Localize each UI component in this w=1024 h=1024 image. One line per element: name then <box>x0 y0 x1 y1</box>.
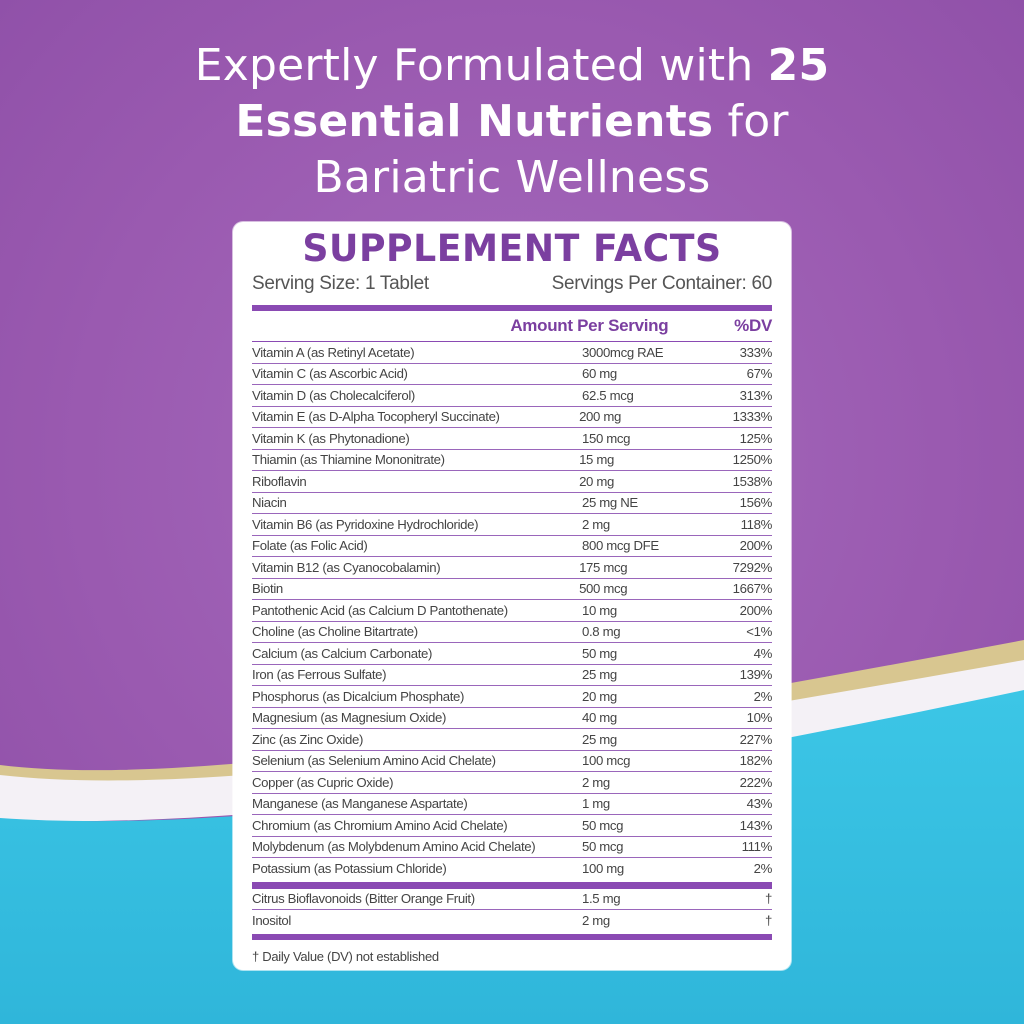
footnote: † Daily Value (DV) not established <box>252 948 439 964</box>
nutrient-amount: 25 mg NE <box>582 495 638 511</box>
nutrient-name: Zinc (as Zinc Oxide) <box>252 731 363 747</box>
nutrient-amount: 2 mg <box>582 913 610 929</box>
table-row <box>252 579 772 601</box>
nutrient-dv: <1% <box>746 624 772 640</box>
nutrient-name: Inositol <box>252 913 291 929</box>
nutrient-name: Magnesium (as Magnesium Oxide) <box>252 710 446 726</box>
nutrient-amount: 10 mg <box>582 602 617 618</box>
nutrient-dv: 227% <box>739 731 772 747</box>
table-row <box>252 665 772 687</box>
nutrient-amount: 60 mg <box>582 366 617 382</box>
nutrient-dv: 2% <box>753 861 772 877</box>
nutrient-amount: 25 mg <box>582 731 617 747</box>
headline-line1: Expertly Formulated with <box>194 40 768 91</box>
headline-line3: Bariatric Wellness <box>313 152 711 203</box>
other-ingredients-table <box>252 889 772 932</box>
nutrient-amount: 50 mcg <box>582 817 624 833</box>
nutrient-name: Vitamin D (as Cholecalciferol) <box>252 387 415 403</box>
nutrient-amount: 100 mg <box>582 861 624 877</box>
nutrient-dv: 10% <box>746 710 772 726</box>
nutrient-dv: 67% <box>746 366 772 382</box>
nutrient-name: Vitamin K (as Phytonadione) <box>252 430 410 446</box>
table-row <box>252 557 772 579</box>
nutrient-amount: 62.5 mcg <box>582 387 634 403</box>
nutrient-name: Citrus Bioflavonoids (Bitter Orange Fruit) <box>252 891 475 907</box>
nutrient-name: Thiamin (as Thiamine Mononitrate) <box>252 452 445 468</box>
nutrient-name: Calcium (as Calcium Carbonate) <box>252 645 433 661</box>
table-row <box>252 815 772 837</box>
table-row <box>252 751 772 773</box>
nutrient-name: Choline (as Choline Bitartrate) <box>252 624 418 640</box>
nutrient-dv: † <box>765 913 772 929</box>
nutrient-amount: 3000mcg RAE <box>582 344 664 360</box>
nutrient-amount: 20 mg <box>579 473 614 489</box>
nutrient-dv: 111% <box>741 839 772 855</box>
nutrient-name: Iron (as Ferrous Sulfate) <box>252 667 387 683</box>
headline-line2: for <box>713 96 789 147</box>
nutrient-dv: 125% <box>739 430 772 446</box>
table-row <box>252 643 772 665</box>
nutrient-name: Niacin <box>252 495 287 511</box>
table-row <box>252 600 772 622</box>
table-row <box>252 708 772 730</box>
serving-info <box>252 272 772 296</box>
nutrient-dv: 313% <box>739 387 772 403</box>
nutrient-name: Manganese (as Manganese Aspartate) <box>252 796 468 812</box>
nutrient-amount: 50 mg <box>582 645 617 661</box>
nutrient-amount: 40 mg <box>582 710 617 726</box>
nutrient-dv: 139% <box>739 667 772 683</box>
nutrient-name: Potassium (as Potassium Chloride) <box>252 861 447 877</box>
table-row <box>252 514 772 536</box>
nutrient-dv: 1250% <box>732 452 772 468</box>
table-row <box>252 450 772 472</box>
table-row <box>252 910 772 932</box>
nutrient-dv: 1333% <box>732 409 772 425</box>
nutrient-name: Pantothenic Acid (as Calcium D Pantothenate) <box>252 602 508 618</box>
nutrient-name: Selenium (as Selenium Amino Acid Chelate) <box>252 753 496 769</box>
nutrient-name: Phosphorus (as Dicalcium Phosphate) <box>252 688 465 704</box>
table-row <box>252 428 772 450</box>
nutrient-dv: 2% <box>753 688 772 704</box>
nutrient-name: Vitamin E (as D-Alpha Tocopheryl Succinate) <box>252 409 500 425</box>
bottom-rule <box>252 934 772 940</box>
nutrient-dv: 200% <box>739 602 772 618</box>
table-row <box>252 536 772 558</box>
nutrient-amount: 2 mg <box>582 516 610 532</box>
table-row <box>252 889 772 911</box>
nutrient-table <box>252 341 772 880</box>
nutrient-amount: 500 mcg <box>579 581 628 597</box>
nutrient-amount: 50 mcg <box>582 839 624 855</box>
table-row <box>252 729 772 751</box>
table-row <box>252 772 772 794</box>
table-row <box>252 364 772 386</box>
nutrient-name: Vitamin B12 (as Cyanocobalamin) <box>252 559 441 575</box>
dv-header: %DV <box>734 316 772 335</box>
table-row <box>252 622 772 644</box>
table-row <box>252 837 772 859</box>
nutrient-name: Riboflavin <box>252 473 307 489</box>
nutrient-dv: † <box>765 891 772 907</box>
headline <box>0 38 1024 206</box>
nutrient-dv: 118% <box>740 516 772 532</box>
nutrient-dv: 4% <box>753 645 772 661</box>
table-row <box>252 407 772 429</box>
nutrient-amount: 20 mg <box>582 688 617 704</box>
table-row <box>252 686 772 708</box>
table-row <box>252 493 772 515</box>
nutrient-dv: 200% <box>739 538 772 554</box>
headline-number: 25 <box>767 40 830 91</box>
nutrient-amount: 25 mg <box>582 667 617 683</box>
nutrient-amount: 0.8 mg <box>582 624 621 640</box>
serving-size: Serving Size: 1 Tablet <box>252 273 429 294</box>
nutrient-dv: 333% <box>739 344 772 360</box>
column-header <box>252 311 772 341</box>
nutrient-amount: 100 mcg <box>582 753 631 769</box>
nutrient-dv: 43% <box>746 796 772 812</box>
nutrient-amount: 15 mg <box>579 452 614 468</box>
headline-emphasis: Essential Nutrients <box>235 96 714 147</box>
servings-per-container: Servings Per Container: 60 <box>551 273 772 294</box>
nutrient-amount: 1.5 mg <box>582 891 621 907</box>
nutrient-amount: 175 mcg <box>579 559 628 575</box>
nutrient-name: Molybdenum (as Molybdenum Amino Acid Chelate) <box>252 839 536 855</box>
table-row <box>252 471 772 493</box>
nutrient-dv: 7292% <box>732 559 772 575</box>
table-row <box>252 794 772 816</box>
supplement-facts-panel <box>233 222 791 970</box>
nutrient-name: Folate (as Folic Acid) <box>252 538 368 554</box>
nutrient-dv: 1538% <box>732 473 772 489</box>
nutrient-amount: 200 mg <box>579 409 621 425</box>
nutrient-amount: 150 mcg <box>582 430 631 446</box>
nutrient-amount: 800 mcg DFE <box>582 538 659 554</box>
table-row <box>252 858 772 880</box>
nutrient-dv: 222% <box>739 774 772 790</box>
nutrient-amount: 1 mg <box>582 796 610 812</box>
amount-header: Amount Per Serving <box>510 316 669 335</box>
nutrient-dv: 182% <box>739 753 772 769</box>
nutrient-name: Copper (as Cupric Oxide) <box>252 774 394 790</box>
table-row <box>252 342 772 364</box>
nutrient-dv: 143% <box>739 817 772 833</box>
table-row <box>252 385 772 407</box>
nutrient-amount: 2 mg <box>582 774 610 790</box>
facts-title: SUPPLEMENT FACTS <box>302 227 722 270</box>
nutrient-name: Vitamin C (as Ascorbic Acid) <box>252 366 408 382</box>
nutrient-name: Vitamin B6 (as Pyridoxine Hydrochloride) <box>252 516 479 532</box>
section-rule <box>252 882 772 889</box>
nutrient-dv: 1667% <box>732 581 772 597</box>
nutrient-dv: 156% <box>739 495 772 511</box>
nutrient-name: Biotin <box>252 581 283 597</box>
nutrient-name: Vitamin A (as Retinyl Acetate) <box>252 344 415 360</box>
nutrient-name: Chromium (as Chromium Amino Acid Chelate) <box>252 817 508 833</box>
